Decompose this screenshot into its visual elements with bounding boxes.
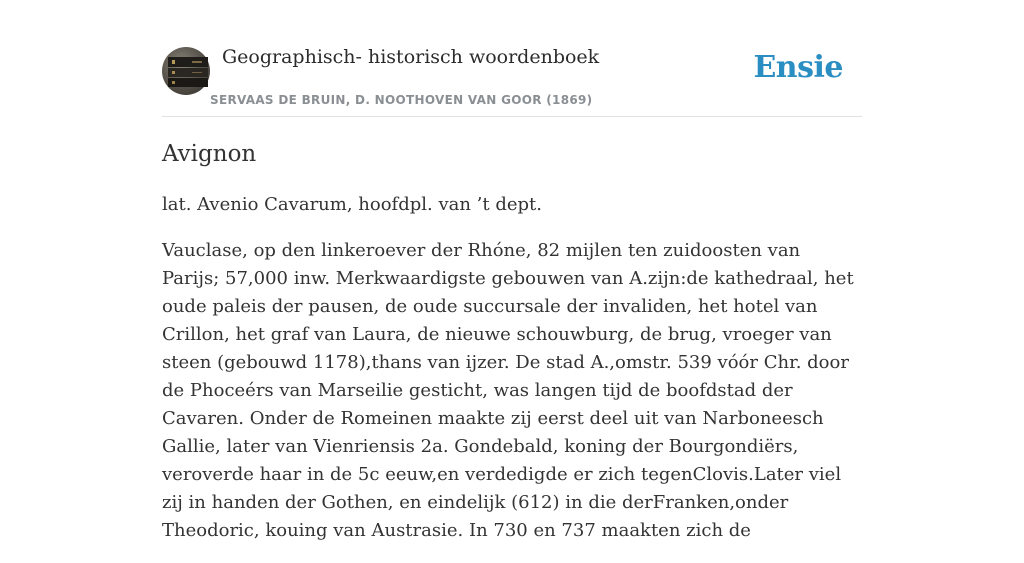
entry-paragraph: Vauclase, op den linkeroever der Rhóne, 82 mijlen ten zuidoosten van Parijs; 57,000 inw. Merkwaardigste gebouwen van A.zijn:de kathedraal, het oude paleis der pausen, de oude succursale der invaliden, het hotel van Crillon, het graf van Laura, de nieuwe schouwburg, de brug, vroeger van steen (gebouwd 1178),thans van ijzer. De stad A.,omstr. 539 vóór Chr. door de Phoceérs van Marseilie gesticht, was langen tijd de boofdstad der Cavaren. Onder de Romeinen maakte zij eerst deel uit van Narboneesch Gallie, later van Vienriensis 2a. Gondebald, koning der Bourgondiërs, veroverde haar in de 5c eeuw,en verdedigde er zich tegenClovis.Later viel zij in handen der Gothen, en eindelijk (612) in die derFranken,onder Theodoric, kouing van Austrasie. In 730 en 737 maakten zich de (162, 240, 854, 541)
entry-title: Avignon (162, 141, 257, 167)
entry-content (162, 138, 862, 563)
book-cover-avatar[interactable] (162, 47, 210, 95)
book-title[interactable]: Geographisch- historisch woordenboek (222, 46, 600, 68)
brand-logo[interactable]: Ensie (753, 50, 843, 85)
book-spines-icon (162, 47, 210, 95)
entry-paragraph: lat. Avenio Cavarum, hoofdpl. van ’t dept. (162, 194, 542, 215)
book-header (162, 46, 862, 117)
book-authors: SERVAAS DE BRUIN, D. NOOTHOVEN VAN GOOR (1869) (210, 93, 593, 107)
